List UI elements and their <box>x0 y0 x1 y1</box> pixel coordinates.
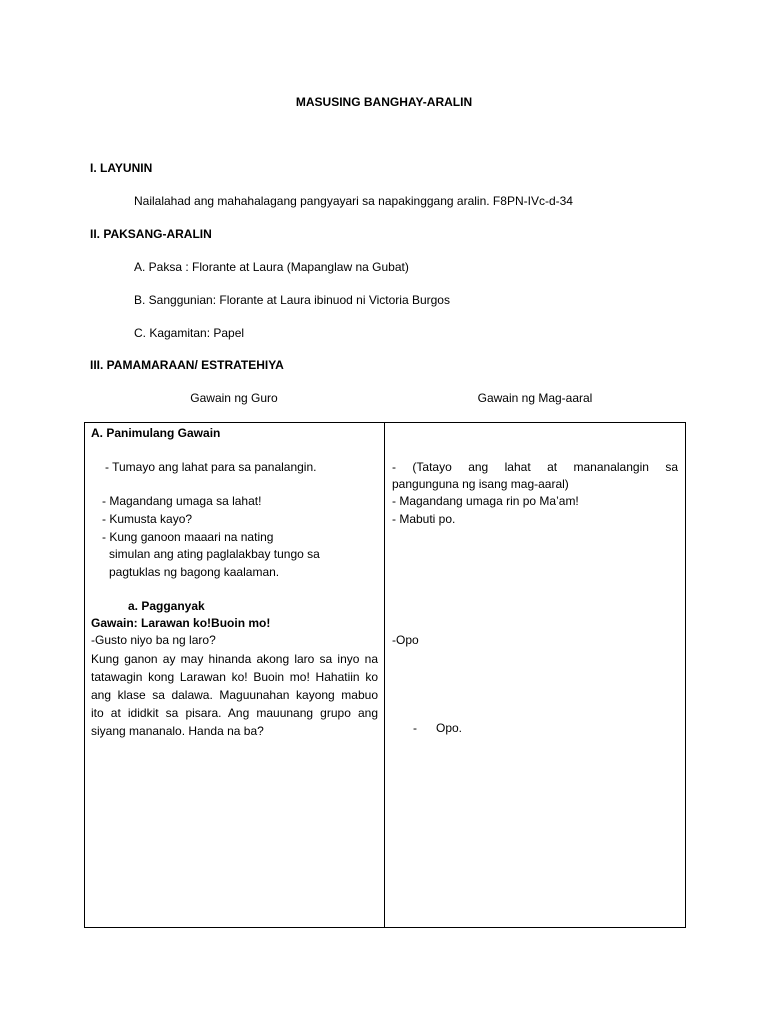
kagamitan-item: C. Kagamitan: Papel <box>134 326 245 340</box>
student-opo-response-final: Opo. <box>436 721 463 735</box>
student-kumusta-response: - Mabuti po. <box>392 512 456 526</box>
paragraph-line: siyang mananalo. Handa na ba? <box>91 724 264 738</box>
paragraph-line: ito at ididkit sa pisara. Ang mauunang grupo ang <box>91 706 378 720</box>
teacher-line: - Kung ganoon maaari na nating <box>102 530 274 544</box>
response-line: pangunguna ng isang mag-aaral) <box>392 477 569 491</box>
column-header-mag-aaral: Gawain ng Mag-aaral <box>477 391 593 405</box>
section-heading-pamamaraan: III. PAMAMARAAN/ ESTRATEHIYA <box>90 358 284 372</box>
panimulang-gawain-heading: A. Panimulang Gawain <box>91 426 221 440</box>
teacher-activity-cell <box>85 423 384 927</box>
teacher-question: -Gusto niyo ba ng laro? <box>91 633 216 647</box>
teacher-line: - Kumusta kayo? <box>102 512 193 526</box>
document-title: MASUSING BANGHAY-ARALIN <box>295 95 473 109</box>
teacher-line: - Tumayo ang lahat para sa panalangin. <box>105 460 317 474</box>
paragraph-line: ang klase sa dalawa. Maguunahan kayong mabuo <box>91 688 378 702</box>
section-heading-paksang-aralin: II. PAKSANG-ARALIN <box>90 227 212 241</box>
paksa-item: A. Paksa : Florante at Laura (Mapanglaw na Gubat) <box>134 260 409 274</box>
objective-text: Nailalahad ang mahahalagang pangyayari sa napakinggang aralin. F8PN-IVc-d-34 <box>134 194 573 208</box>
student-activity-cell <box>385 423 685 927</box>
bullet-dash: - <box>413 721 417 735</box>
sanggunian-item: B. Sanggunian: Florante at Laura ibinuod ni Victoria Burgos <box>134 293 450 307</box>
teacher-line: pagtuklas ng bagong kaalaman. <box>109 565 280 579</box>
game-instructions-paragraph <box>91 650 378 740</box>
section-heading-layunin: I. LAYUNIN <box>90 161 153 175</box>
student-greeting-response: - Magandang umaga rin po Ma’am! <box>392 494 579 508</box>
column-header-guro: Gawain ng Guro <box>190 391 278 405</box>
paragraph-line: Kung ganon ay may hinanda akong laro sa inyo na <box>91 652 378 666</box>
gawain-title: Gawain: Larawan ko!Buoin mo! <box>91 616 271 630</box>
pagganyak-heading: a. Pagganyak <box>128 599 205 613</box>
response-line: - (Tatayo ang lahat at mananalangin sa <box>392 460 678 474</box>
student-prayer-response <box>392 459 678 493</box>
student-opo-response: -Opo <box>392 633 419 647</box>
paragraph-line: tatawagin kong Larawan ko! Buoin mo! Hahatiin ko <box>91 670 378 684</box>
procedure-table <box>84 422 686 928</box>
teacher-line: - Magandang umaga sa lahat! <box>102 494 262 508</box>
teacher-line: simulan ang ating paglalakbay tungo sa <box>109 547 320 561</box>
